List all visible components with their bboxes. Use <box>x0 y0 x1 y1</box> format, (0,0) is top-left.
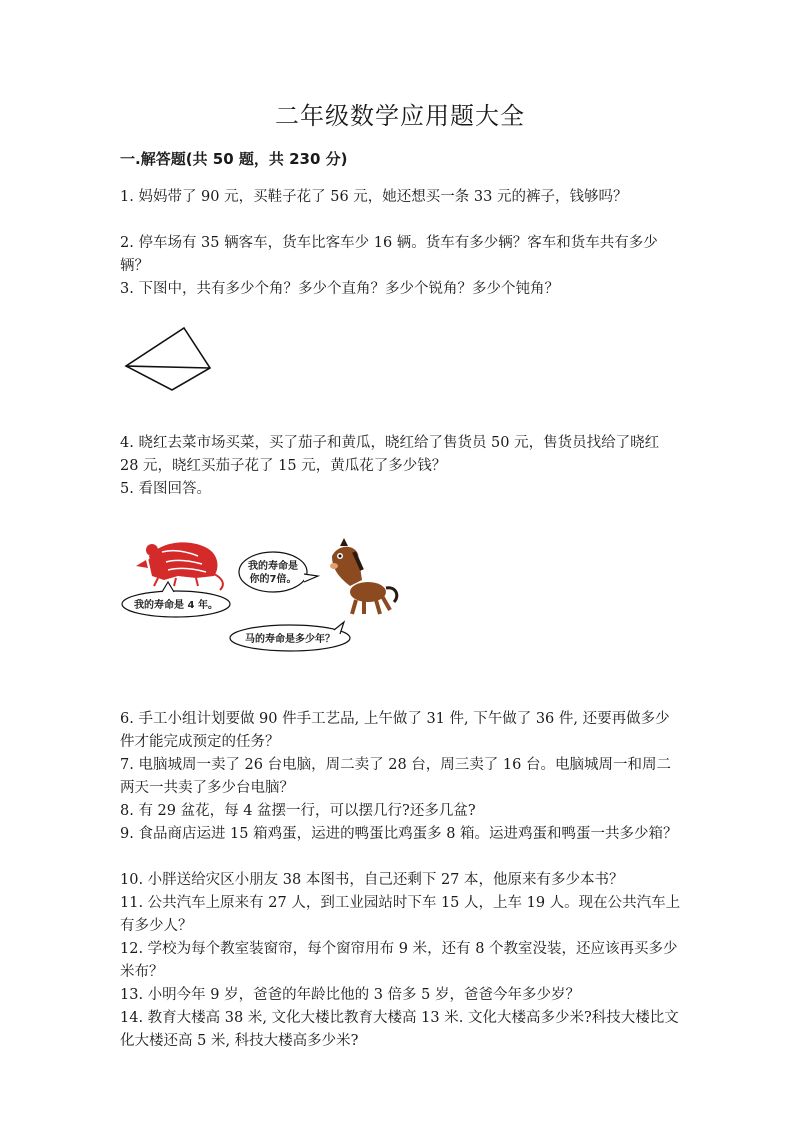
question-bubble-text: 马的寿命是多少年？ <box>245 634 335 645</box>
question-5: 5. 看图回答。 <box>120 481 211 497</box>
mouse-bubble-text: 我的寿命是 4 年。 <box>134 600 218 611</box>
horse-bubble-line2: 你的7倍。 <box>249 574 297 585</box>
horse-speech-bubble <box>239 552 318 592</box>
horse-bubble-line1: 我的寿命是 <box>248 561 298 572</box>
animal-lifespan-picture <box>118 530 418 665</box>
question-3: 3. 下图中，共有多少个角？多少个直角？多少个锐角？多少个钝角？ <box>120 281 559 297</box>
mouse-icon <box>136 542 223 590</box>
question-6: 6. 手工小组计划要做 90 件手工艺品, 上午做了 31 件, 下午做了 36 件, 还要再做多少件才能完成预定的任务？ <box>120 711 670 750</box>
question-1: 1. 妈妈带了 90 元，买鞋子花了 56 元，她还想买一条 33 元的裤子，钱够吗？ <box>120 189 628 205</box>
question-2: 2. 停车场有 35 辆客车，货车比客车少 16 辆。货车有多少辆？客车和货车共有多少辆？ <box>120 235 658 274</box>
question-11: 11. 公共汽车上原来有 27 人，到工业园站时下车 15 人，上车 19 人。现在公共汽车上有多少人？ <box>120 895 681 934</box>
question-10: 10. 小胖送给灾区小朋友 38 本图书，自己还剩下 27 本，他原来有多少本书？ <box>120 872 624 888</box>
kite-diagonal <box>126 366 210 368</box>
question-4: 4. 晓红去菜市场买菜，买了茄子和黄瓜，晓红给了售货员 50 元，售货员找给了晓红 28 元，晓红买茄子花了 15 元，黄瓜花了多少钱？ <box>120 435 660 474</box>
question-speech-bubble <box>230 622 350 651</box>
question-7: 7. 电脑城周一卖了 26 台电脑，周二卖了 28 台，周三卖了 16 台。电脑城周一和周二两天一共卖了多少台电脑？ <box>120 757 671 796</box>
kite-angle-figure <box>122 324 214 394</box>
section-header: 一.解答题(共 50 题，共 230 分) <box>120 150 348 168</box>
kite-outline <box>126 328 210 390</box>
question-9: 9. 食品商店运进 15 箱鸡蛋，运进的鸭蛋比鸡蛋多 8 箱。运进鸡蛋和鸭蛋一共多少箱？ <box>120 826 678 842</box>
question-13: 13. 小明今年 9 岁，爸爸的年龄比他的 3 倍多 5 岁，爸爸今年多少岁？ <box>120 987 580 1003</box>
question-14: 14. 教育大楼高 38 米, 文化大楼比教育大楼高 13 米. 文化大楼高多少米?科技大楼比文化大楼还高 5 米, 科技大楼高多少米? <box>120 1010 679 1049</box>
mouse-speech-bubble <box>122 582 230 617</box>
horse-icon <box>330 538 397 614</box>
question-12: 12. 学校为每个教室装窗帘，每个窗帘用布 9 米，还有 8 个教室没装，还应该再买多少米布？ <box>120 941 678 980</box>
question-8: 8. 有 29 盆花，每 4 盆摆一行，可以摆几行?还多几盆? <box>120 803 476 819</box>
page-title: 二年级数学应用题大全 <box>275 102 525 130</box>
